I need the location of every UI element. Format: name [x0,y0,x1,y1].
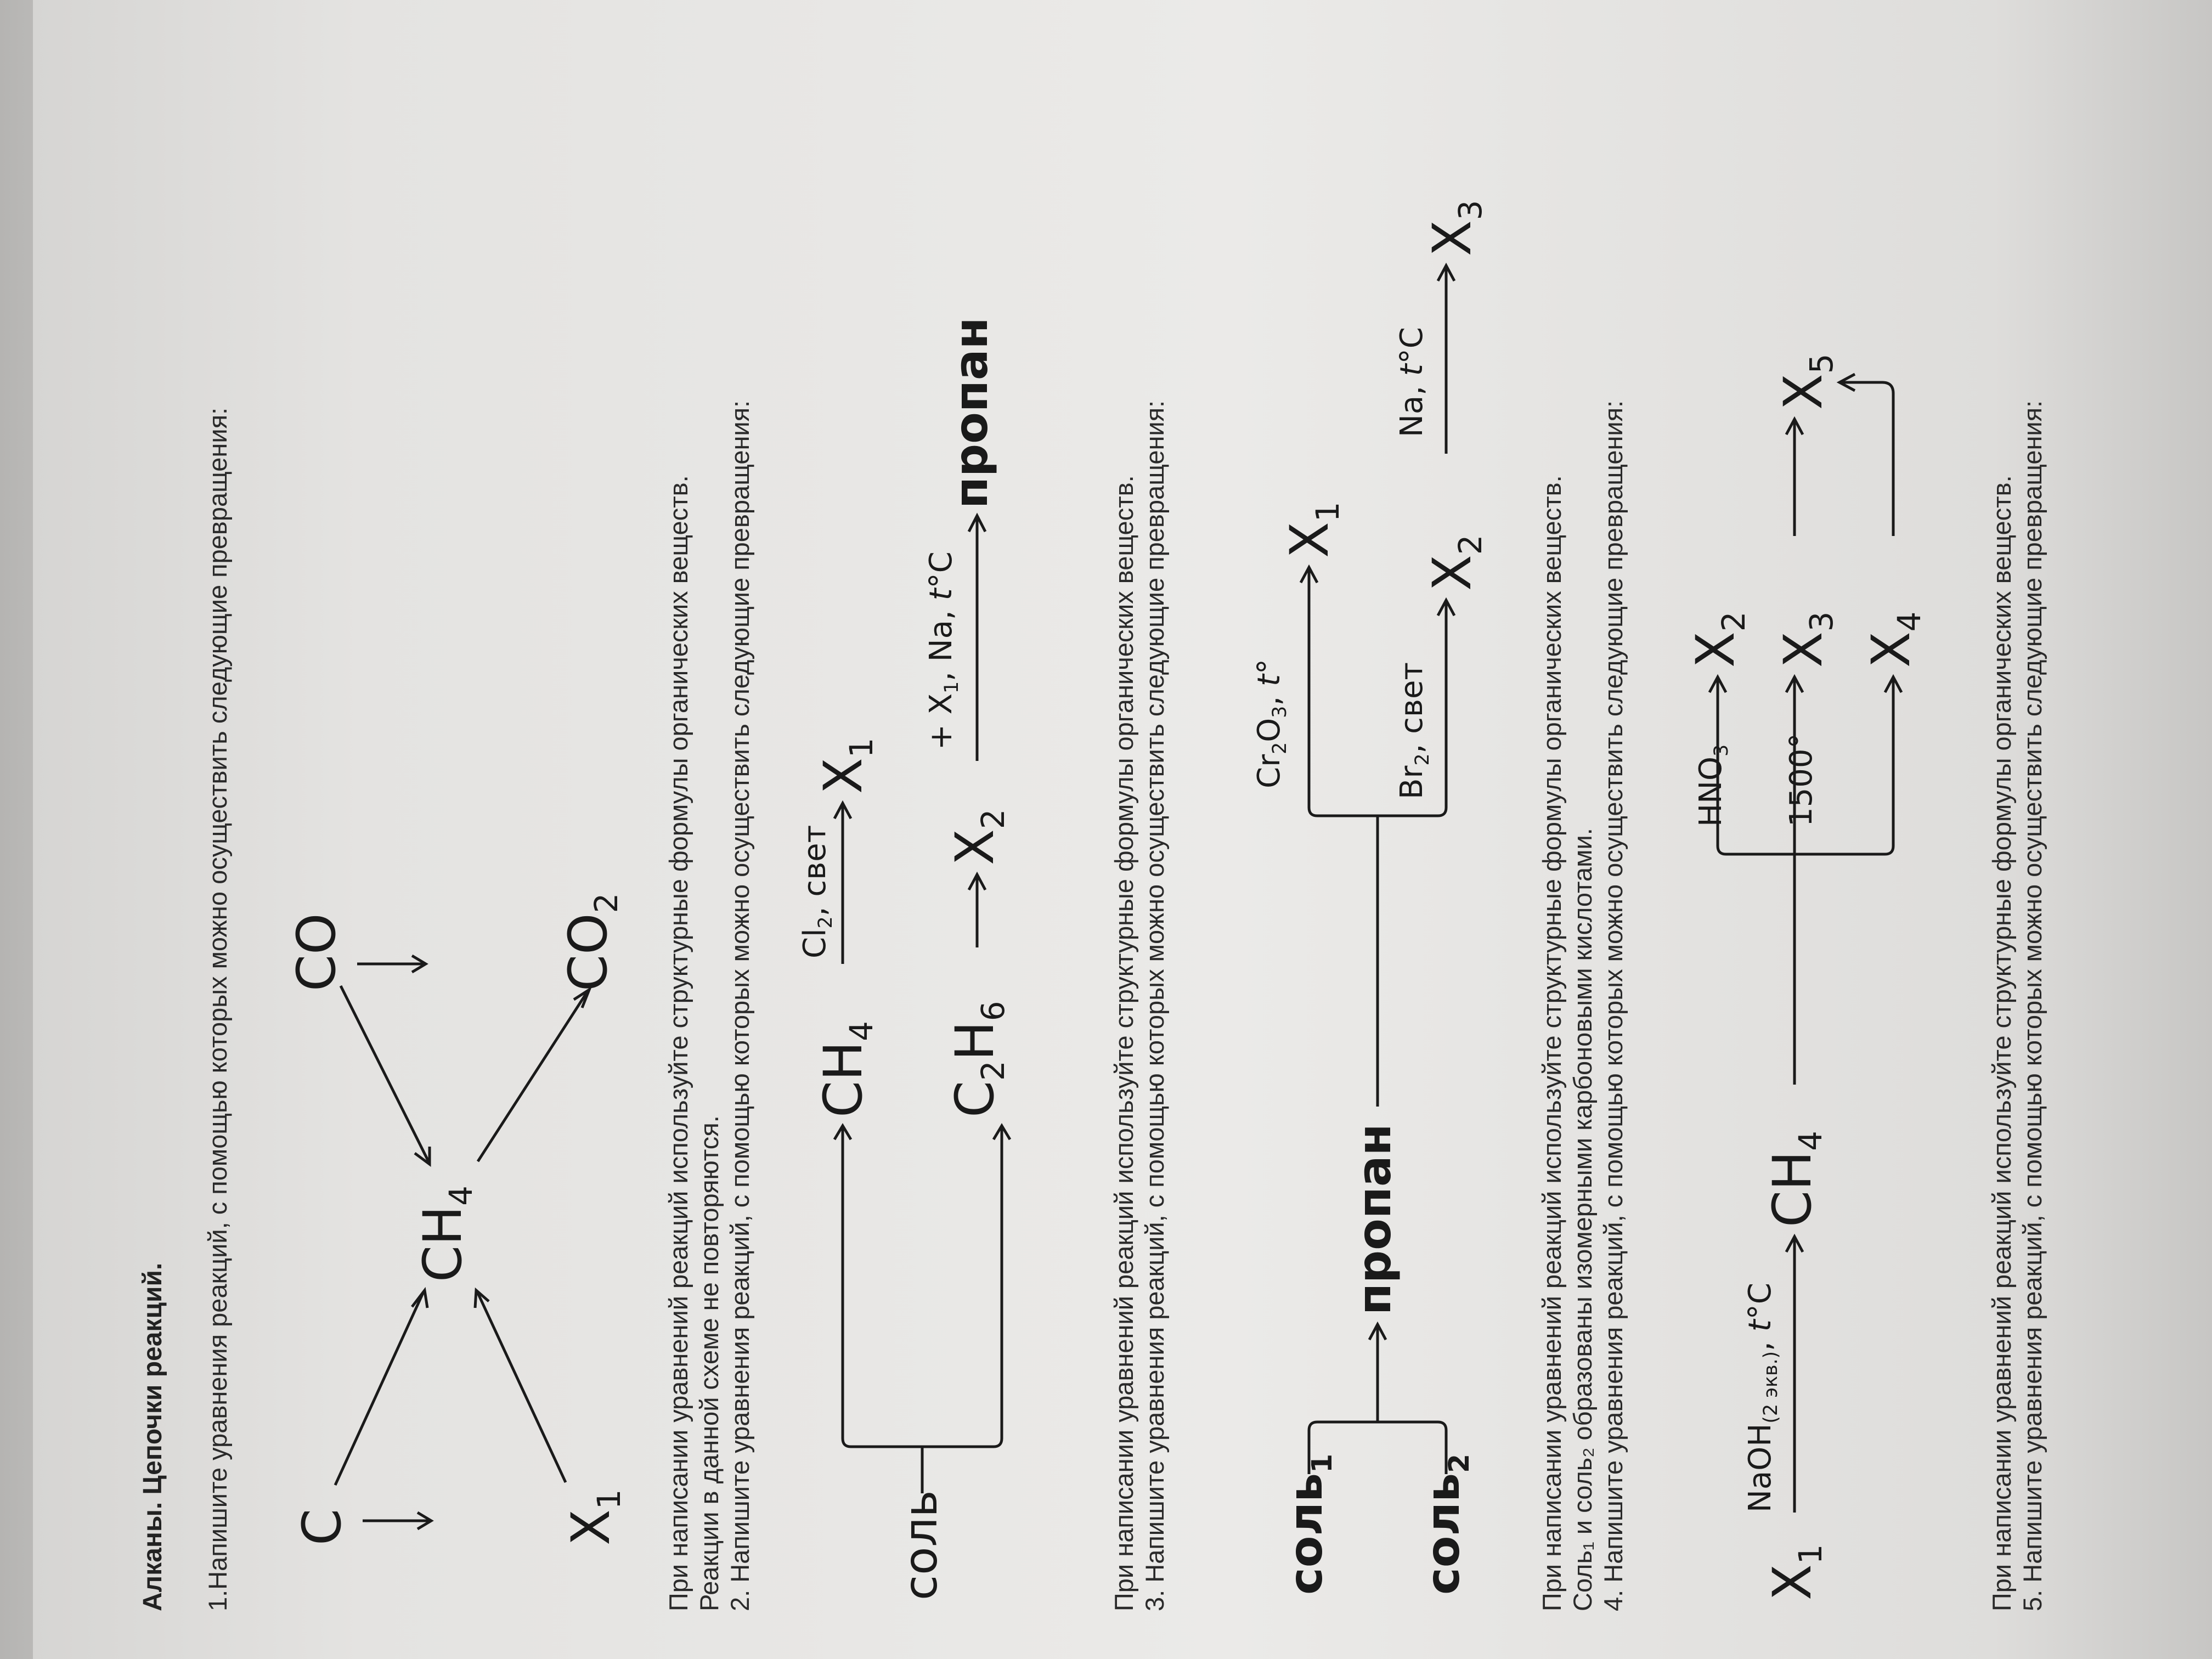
task1-text: 1.Напишите уравнения реакций, с помощью которых можно осуществить следующие превращения: [203,407,232,1611]
t4-x5: $X_5$ [1773,353,1841,410]
t2-sol: соль [894,1490,947,1600]
t4-cond-naoh: NaOH$_{(2 экв.)}$, t°C [1742,1283,1782,1513]
t3-propan: пропан [1347,1124,1401,1315]
t1-node-c: C [291,1508,353,1545]
t2-c2h6: $C_2H_6$ [944,1001,1012,1118]
task4-note2: Соль₁ и соль₂ образованы изомерными карбоновыми кислотами. [1568,828,1597,1611]
t3-sol1: соль$_1$ [1279,1453,1338,1595]
t1-node-ch4: $CH_4$ [412,1186,480,1282]
t4-x2: $X_2$ [1685,611,1753,668]
t3-x3: $X_3$ [1421,200,1489,256]
task2-text: 2. Напишите уравнения реакций, с помощью которых можно осуществить следующие превращения: [725,400,754,1611]
t3-x1: $X_1$ [1279,501,1347,558]
task5-note: При написании уравнений реакций используйте структурные формулы органических веществ. [1987,475,2016,1611]
task3-text: 3. Напишите уравнения реакций, с помощью которых можно осуществить следующие превращения: [1140,400,1169,1611]
t4-x1: $X_1$ [1762,1544,1830,1600]
task2-note1: При написании уравнений реакций используйте структурные формулы органических веществ. [664,475,693,1611]
task2-note2: Реакции в данной схеме не повторяются. [695,1115,724,1611]
t2-x2: $X_2$ [944,809,1012,865]
t4-ch4: $CH_4$ [1762,1131,1830,1227]
t1-node-co2: $CO_2$ [557,893,625,991]
t2-cond-cl2: $Cl_2$, свет [797,825,837,958]
page-title: Алканы. Цепочки реакций. [138,1262,167,1611]
task5-text: 5. Напишите уравнения реакций, с помощью которых можно осуществить следующие превращения: [2018,400,2047,1611]
task3-note: При написании уравнений реакций используйте структурные формулы органических веществ. [1109,475,1138,1611]
t3-cond-br2: $Br_2$, свет [1394,662,1434,799]
t4-x4: $X_4$ [1860,611,1928,668]
t2-propan: пропан [944,317,998,509]
worksheet-page [105,48,2107,1611]
t2-cond-na: + $X_1$, Na, t°C [923,551,963,750]
t4-x3: $X_3$ [1773,611,1841,668]
task4-note: При написании уравнений реакций используйте структурные формулы органических веществ. [1537,475,1566,1611]
task4-text: 4. Напишите уравнения реакций, с помощью которых можно осуществить следующие превращения: [1599,400,1628,1611]
t3-cond-na: Na, t°C [1394,327,1430,437]
t4-cond-hno3: $HNO_3$ [1693,744,1733,827]
t3-x2: $X_2$ [1421,534,1489,591]
t3-sol2: соль$_2$ [1416,1453,1475,1595]
t4-cond-1500: 1500° [1784,733,1819,827]
t3-cond-cr2o3: $Cr_2O_3$, t° [1251,659,1291,788]
t1-node-co: CO [286,913,347,991]
t2-ch4: $CH_4$ [812,1021,881,1118]
t2-x1: $X_1$ [812,737,881,794]
t1-node-x1: $X_1$ [560,1489,628,1545]
t4-arrows [105,48,2107,1611]
